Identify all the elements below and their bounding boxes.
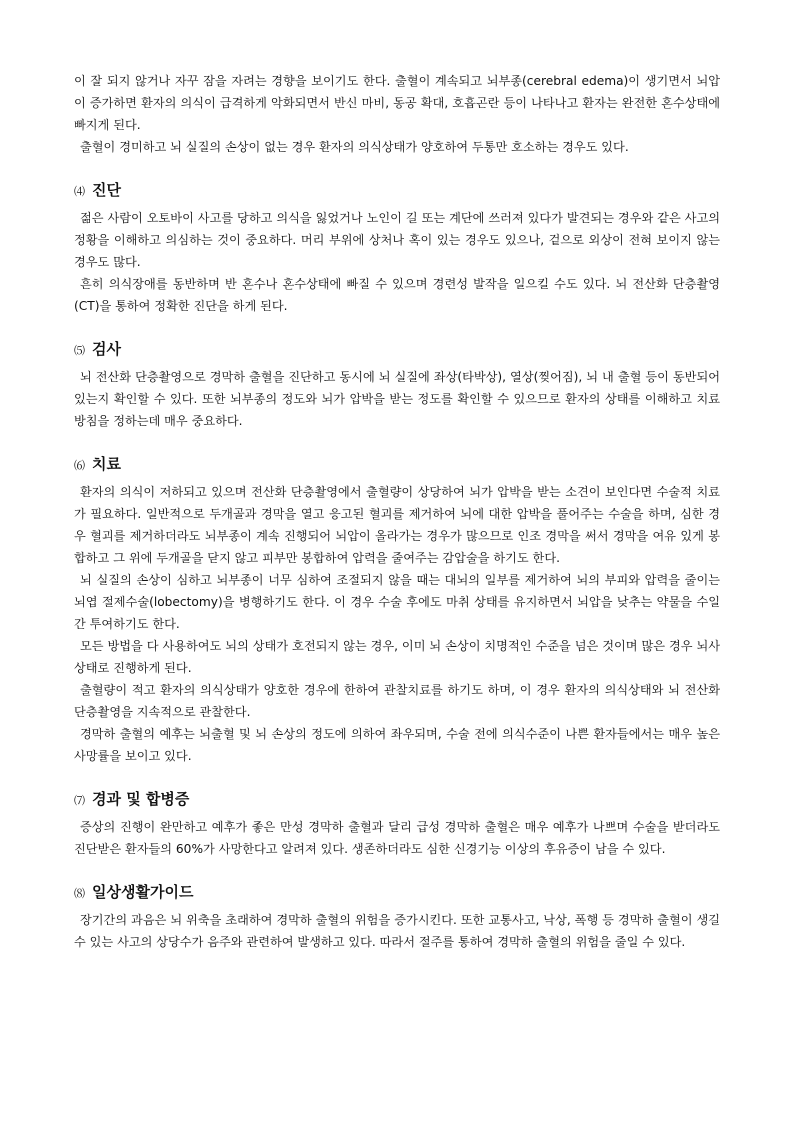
section-title: 경과 및 합병증 (92, 790, 190, 808)
section-number: ⑸ (74, 344, 85, 357)
section-number: ⑹ (74, 459, 85, 472)
section-heading (74, 786, 720, 814)
paragraph: 경막하 출혈의 예후는 뇌출혈 및 뇌 손상의 정도에 의하여 좌우되며, 수술 전에 의식수준이 나쁜 환자들에서는 매우 높은 사망률을 보이고 있다. (74, 727, 720, 763)
section-number: ⑻ (74, 887, 85, 900)
paragraph: 흔히 의식장애를 동반하며 반 혼수나 혼수상태에 빠질 수 있으며 경련성 발작을 일으킬 수도 있다. 뇌 전산화 단층촬영(CT)을 통하여 정확한 진단을 하게 된다. (74, 277, 720, 313)
intro-section (74, 70, 720, 158)
paragraph: 출혈량이 적고 환자의 의식상태가 양호한 경우에 한하여 관찰치료를 하기도 하며, 이 경우 환자의 의식상태와 뇌 전산화 단층촬영을 지속적으로 관찰한다. (74, 683, 720, 719)
paragraph: 모든 방법을 다 사용하여도 뇌의 상태가 호전되지 않는 경우, 이미 뇌 손상이 치명적인 수준을 넘은 것이며 많은 경우 뇌사 상태로 진행하게 된다. (74, 639, 720, 675)
section-course-complications (74, 786, 720, 860)
section-title: 진단 (92, 181, 121, 199)
paragraph: 젊은 사람이 오토바이 사고를 당하고 의식을 잃었거나 노인이 길 또는 계단에 쓰러져 있다가 발견되는 경우와 같은 사고의 정황을 이해하고 의심하는 것이 중요하다. 머리 부위에 상처나 혹이 있는 경우도 있으나, 겉으로 외상이 전혀 보이지 않는 경우도 많다. (74, 211, 720, 269)
intro-paragraph-1: 이 잘 되지 않거나 자꾸 잠을 자려는 경향을 보이기도 한다. 출혈이 계속되고 뇌부종(cerebral edema)이 생기면서 뇌압이 증가하면 환자의 의식이 급격하게 악화되면서 반신 마비, 동공 확대, 호흡곤란 등이 나타나고 환자는 완전한 혼수상태에 빠지게 된다. (74, 74, 720, 132)
paragraph: 환자의 의식이 저하되고 있으며 전산화 단층촬영에서 출혈량이 상당하여 뇌가 압박을 받는 소견이 보인다면 수술적 치료가 필요하다. 일반적으로 두개골과 경막을 열고 응고된 혈괴를 제거하여 뇌에 대한 압박을 풀어주는 수술을 하며, 심한 경우 혈괴를 제거하더라도 뇌부종이 계속 진행되어 뇌압이 올라가는 경우가 많으므로 인조 경막을 써서 경막을 여유 있게 봉합하고 그 위에 두개골을 닫지 않고 피부만 봉합하여 압력을 줄여주는 감압술을 하기도 한다. (74, 485, 720, 565)
section-title: 일상생활가이드 (92, 883, 194, 901)
section-number: ⑺ (74, 794, 85, 807)
section-number: ⑷ (74, 185, 85, 198)
section-title: 검사 (92, 340, 121, 358)
section-heading (74, 451, 720, 479)
section-diagnosis (74, 177, 720, 317)
section-daily-life-guide (74, 879, 720, 953)
section-heading (74, 336, 720, 364)
paragraph: 장기간의 과음은 뇌 위축을 초래하여 경막하 출혈의 위험을 증가시킨다. 또한 교통사고, 낙상, 폭행 등 경막하 출혈이 생길 수 있는 사고의 상당수가 음주와 관련하여 발생하고 있다. 따라서 절주를 통하여 경막하 출혈의 위험을 줄일 수 있다. (74, 913, 720, 949)
section-heading (74, 879, 720, 907)
section-examination (74, 336, 720, 432)
section-treatment (74, 451, 720, 767)
paragraph: 뇌 실질의 손상이 심하고 뇌부종이 너무 심하여 조절되지 않을 때는 대뇌의 일부를 제거하여 뇌의 부피와 압력을 줄이는 뇌엽 절제수술(lobectomy)을 병행하기도 한다. 이 경우 수술 후에도 마취 상태를 유지하면서 뇌압을 낮추는 약물을 수일간 투여하기도 한다. (74, 573, 720, 631)
intro-paragraph-2: 출혈이 경미하고 뇌 실질의 손상이 없는 경우 환자의 의식상태가 양호하여 두통만 호소하는 경우도 있다. (80, 140, 629, 154)
section-heading (74, 177, 720, 205)
document-page (74, 70, 720, 953)
paragraph: 뇌 전산화 단층촬영으로 경막하 출혈을 진단하고 동시에 뇌 실질에 좌상(타박상), 열상(찢어짐), 뇌 내 출혈 등이 동반되어 있는지 확인할 수 있다. 또한 뇌부종의 정도와 뇌가 압박을 받는 정도를 확인할 수 있으므로 환자의 상태를 이해하고 치료방침을 정하는데 매우 중요하다. (74, 370, 720, 428)
paragraph: 증상의 진행이 완만하고 예후가 좋은 만성 경막하 출혈과 달리 급성 경막하 출혈은 매우 예후가 나쁘며 수술을 받더라도 진단받은 환자들의 60%가 사망한다고 알려져 있다. 생존하더라도 심한 신경기능 이상의 후유증이 남을 수 있다. (74, 820, 720, 856)
section-title: 치료 (92, 455, 121, 473)
